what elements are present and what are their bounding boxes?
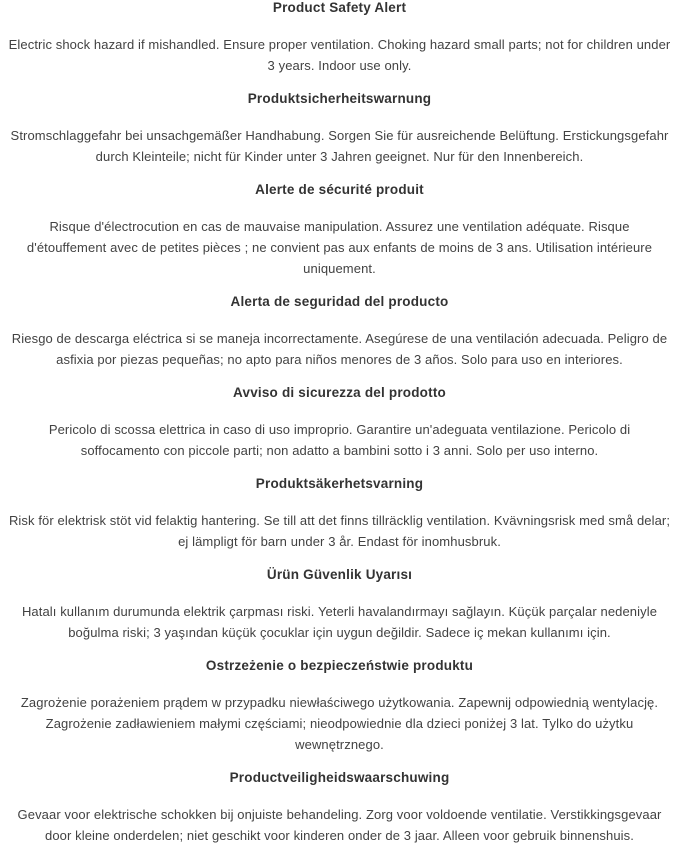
alert-body-tr: Hatalı kullanım durumunda elektrik çarpması riski. Yeterli havalandırmayı sağlayın. Küçük parçalar nedeniyle boğulma riski; 3 yaşından küçük çocuklar için uygun değildir. Sadece iç mekan kullanımı için. — [21, 604, 658, 640]
alert-heading-tr: Ürün Güvenlik Uyarısı — [266, 567, 413, 582]
alert-body-en: Electric shock hazard if mishandled. Ensure proper ventilation. Choking hazard small parts; not for children under 3 years. Indoor use only. — [8, 37, 671, 73]
alert-body-fr: Risque d'électrocution en cas de mauvaise manipulation. Assurez une ventilation adéquate. Risque d'étouffement avec de petites pièces ; ne convient pas aux enfants de moins de 3 ans. Utilisation intérieure uniquement. — [26, 219, 653, 276]
alert-section-en — [8, 1, 671, 76]
alert-body-nl: Gevaar voor elektrische schokken bij onjuiste behandeling. Zorg voor voldoende ventilatie. Verstikkingsgevaar door kleine onderdelen; niet geschikt voor kinderen onder de 3 jaar. Alleen voor gebruik binnenshuis. — [17, 807, 662, 843]
alert-section-tr — [8, 568, 671, 643]
alert-body-pl: Zagrożenie porażeniem prądem w przypadku niewłaściwego użytkowania. Zapewnij odpowiednią wentylację. Zagrożenie zadławieniem małymi częściami; nieodpowiednie dla dzieci poniżej 3 lat. Tylko do użytku wewnętrznego. — [20, 695, 659, 752]
alert-heading-es: Alerta de seguridad del producto — [230, 294, 449, 309]
alert-body-sv: Risk för elektrisk stöt vid felaktig hantering. Se till att det finns tillräcklig ventilation. Kvävningsrisk med små delar; ej lämpligt för barn under 3 år. Endast för inomhusbruk. — [8, 513, 671, 549]
alert-section-pl — [8, 659, 671, 755]
alert-section-fr — [8, 183, 671, 279]
alert-section-nl — [8, 771, 671, 846]
alert-section-es — [8, 295, 671, 370]
alert-section-de — [8, 92, 671, 167]
alert-body-de: Stromschlaggefahr bei unsachgemäßer Handhabung. Sorgen Sie für ausreichende Belüftung. Erstickungsgefahr durch Kleinteile; nicht für Kinder unter 3 Jahren geeignet. Nur für den Innenbereich. — [10, 128, 669, 164]
alert-heading-sv: Produktsäkerhetsvarning — [255, 476, 424, 491]
alert-heading-de: Produktsicherheitswarnung — [247, 91, 432, 106]
alert-heading-en: Product Safety Alert — [272, 0, 407, 15]
alert-heading-it: Avviso di sicurezza del prodotto — [233, 385, 446, 400]
alert-body-it: Pericolo di scossa elettrica in caso di uso improprio. Garantire un'adeguata ventilazione. Pericolo di soffocamento con piccole parti; non adatto a bambini sotto i 3 anni. Solo per uso interno. — [48, 422, 631, 458]
alert-section-it — [8, 386, 671, 461]
alert-heading-pl: Ostrzeżenie o bezpieczeństwie produktu — [205, 658, 474, 673]
alert-heading-fr: Alerte de sécurité produit — [255, 182, 424, 197]
alert-body-es: Riesgo de descarga eléctrica si se maneja incorrectamente. Asegúrese de una ventilación adecuada. Peligro de asfixia por piezas pequeñas; no apto para niños menores de 3 años. Solo para uso en interiores. — [11, 331, 668, 367]
alert-section-sv — [8, 477, 671, 552]
alert-heading-nl: Productveiligheidswaarschuwing — [229, 770, 450, 785]
